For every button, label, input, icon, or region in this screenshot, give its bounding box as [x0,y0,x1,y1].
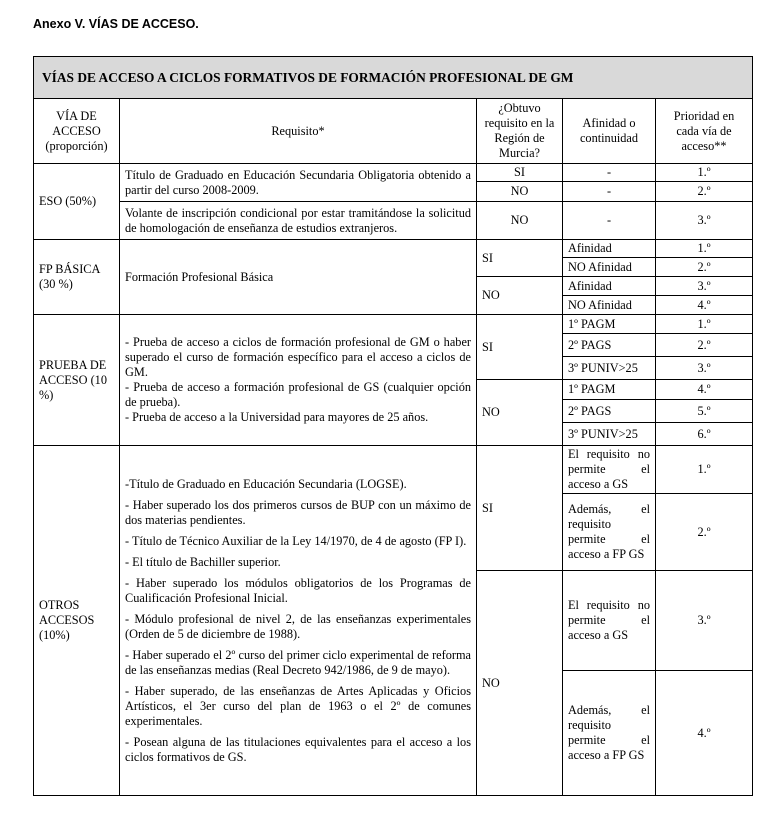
prueba-prioridad-2: 2.º [656,334,753,357]
eso-obtuvo-3: NO [477,202,563,240]
eso-afinidad-3: - [563,202,656,240]
fp-basica-prioridad-3: 3.º [656,277,753,296]
fp-basica-prioridad-1: 1.º [656,240,753,258]
prueba-afinidad-4: 1º PAGM [563,380,656,400]
otros-requisito-7: - Haber superado el 2º curso del primer ciclo experimental de reforma de las enseñanzas medias (Real Decreto 942/1986, de 9 de mayo). [125,647,471,677]
otros-afinidad-1: El requisito no permite el acceso a GS [563,446,656,494]
eso-obtuvo-2: NO [477,182,563,202]
prueba-prioridad-6: 6.º [656,423,753,446]
header-via: VÍA DE ACCESO (proporción) [34,99,120,164]
prueba-obtuvo-si: SI [477,315,563,380]
otros-afinidad-3: El requisito no permite el acceso a GS [563,571,656,671]
otros-afinidad-4: Además, el requisito permite el acceso a FP GS [563,671,656,796]
otros-requisito-1: -Título de Graduado en Educación Secundaria (LOGSE). [125,476,407,491]
fp-basica-obtuvo-si: SI [477,240,563,277]
eso-afinidad-1: - [563,164,656,182]
header-prioridad: Prioridad en cada vía de acceso** [656,99,753,164]
eso-prioridad-1: 1.º [656,164,753,182]
prueba-afinidad-5: 2º PAGS [563,400,656,423]
fp-basica-afinidad-3: Afinidad [563,277,656,296]
table-title: VÍAS DE ACCESO A CICLOS FORMATIVOS DE FORMACIÓN PROFESIONAL DE GM [34,57,753,99]
via-fp-basica: FP BÁSICA (30 %) [34,240,120,315]
header-afinidad: Afinidad o continuidad [563,99,656,164]
fp-basica-afinidad-4: NO Afinidad [563,296,656,315]
prueba-requisitos [120,315,477,446]
eso-requisito-2: Volante de inscripción condicional por estar tramitándose la solicitud de homologación de enseñanza de estudios extranjeros. [120,202,477,240]
header-requisito: Requisito* [120,99,477,164]
via-prueba: PRUEBA DE ACCESO (10 %) [34,315,120,446]
prueba-requisito-2: - Prueba de acceso a formación profesional de GS (cualquier opción de prueba). [125,380,471,409]
eso-prioridad-3: 3.º [656,202,753,240]
annex-title: Anexo V. VÍAS DE ACCESO. [33,17,199,31]
eso-requisito-1: Título de Graduado en Educación Secundaria Obligatoria obtenido a partir del curso 2008-2009. [120,164,477,202]
otros-requisito-5: - Haber superado los módulos obligatorios de los Programas de Cualificación Profesional Inicial. [125,575,471,605]
prueba-afinidad-3: 3º PUNIV>25 [563,357,656,380]
fp-basica-afinidad-1: Afinidad [563,240,656,258]
prueba-prioridad-5: 5.º [656,400,753,423]
prueba-afinidad-6: 3º PUNIV>25 [563,423,656,446]
otros-requisitos [120,446,477,796]
otros-afinidad-2: Además, el requisito permite el acceso a FP GS [563,494,656,571]
header-obtuvo: ¿Obtuvo requisito en la Región de Murcia? [477,99,563,164]
fp-basica-prioridad-4: 4.º [656,296,753,315]
fp-basica-prioridad-2: 2.º [656,258,753,277]
fp-basica-afinidad-2: NO Afinidad [563,258,656,277]
access-table [33,56,753,796]
prueba-obtuvo-no: NO [477,380,563,446]
otros-prioridad-4: 4.º [656,671,753,796]
otros-prioridad-1: 1.º [656,446,753,494]
prueba-prioridad-1: 1.º [656,315,753,334]
via-eso: ESO (50%) [34,164,120,240]
otros-requisito-3: - Título de Técnico Auxiliar de la Ley 14/1970, de 4 de agosto (FP I). [125,533,467,548]
prueba-afinidad-2: 2º PAGS [563,334,656,357]
otros-prioridad-3: 3.º [656,571,753,671]
eso-prioridad-2: 2.º [656,182,753,202]
otros-requisito-4: - El título de Bachiller superior. [125,554,281,569]
otros-requisito-2: - Haber superado los dos primeros cursos de BUP con un máximo de dos materias pendientes. [125,497,471,527]
prueba-afinidad-1: 1º PAGM [563,315,656,334]
otros-requisito-8: - Haber superado, de las enseñanzas de Artes Aplicadas y Oficios Artísticos, el 3er curso del plan de 1963 o el 2º de comunes experimentales. [125,683,471,728]
via-otros: OTROS ACCESOS (10%) [34,446,120,796]
otros-prioridad-2: 2.º [656,494,753,571]
prueba-requisito-3: - Prueba de acceso a la Universidad para mayores de 25 años. [125,410,429,424]
prueba-requisito-1: - Prueba de acceso a ciclos de formación profesional de GM o haber superado el curso de formación específico para el acceso a ciclos de GM. [125,335,471,379]
prueba-prioridad-4: 4.º [656,380,753,400]
fp-basica-requisito: Formación Profesional Básica [120,240,477,315]
otros-obtuvo-si: SI [477,446,563,571]
eso-obtuvo-1: SI [477,164,563,182]
eso-afinidad-2: - [563,182,656,202]
fp-basica-obtuvo-no: NO [477,277,563,315]
otros-obtuvo-no: NO [477,571,563,796]
otros-requisito-6: - Módulo profesional de nivel 2, de las enseñanzas experimentales (Orden de 5 de diciembre de 1988). [125,611,471,641]
prueba-prioridad-3: 3.º [656,357,753,380]
otros-requisito-9: - Posean alguna de las titulaciones equivalentes para el acceso a los ciclos formativos de GS. [125,734,471,764]
